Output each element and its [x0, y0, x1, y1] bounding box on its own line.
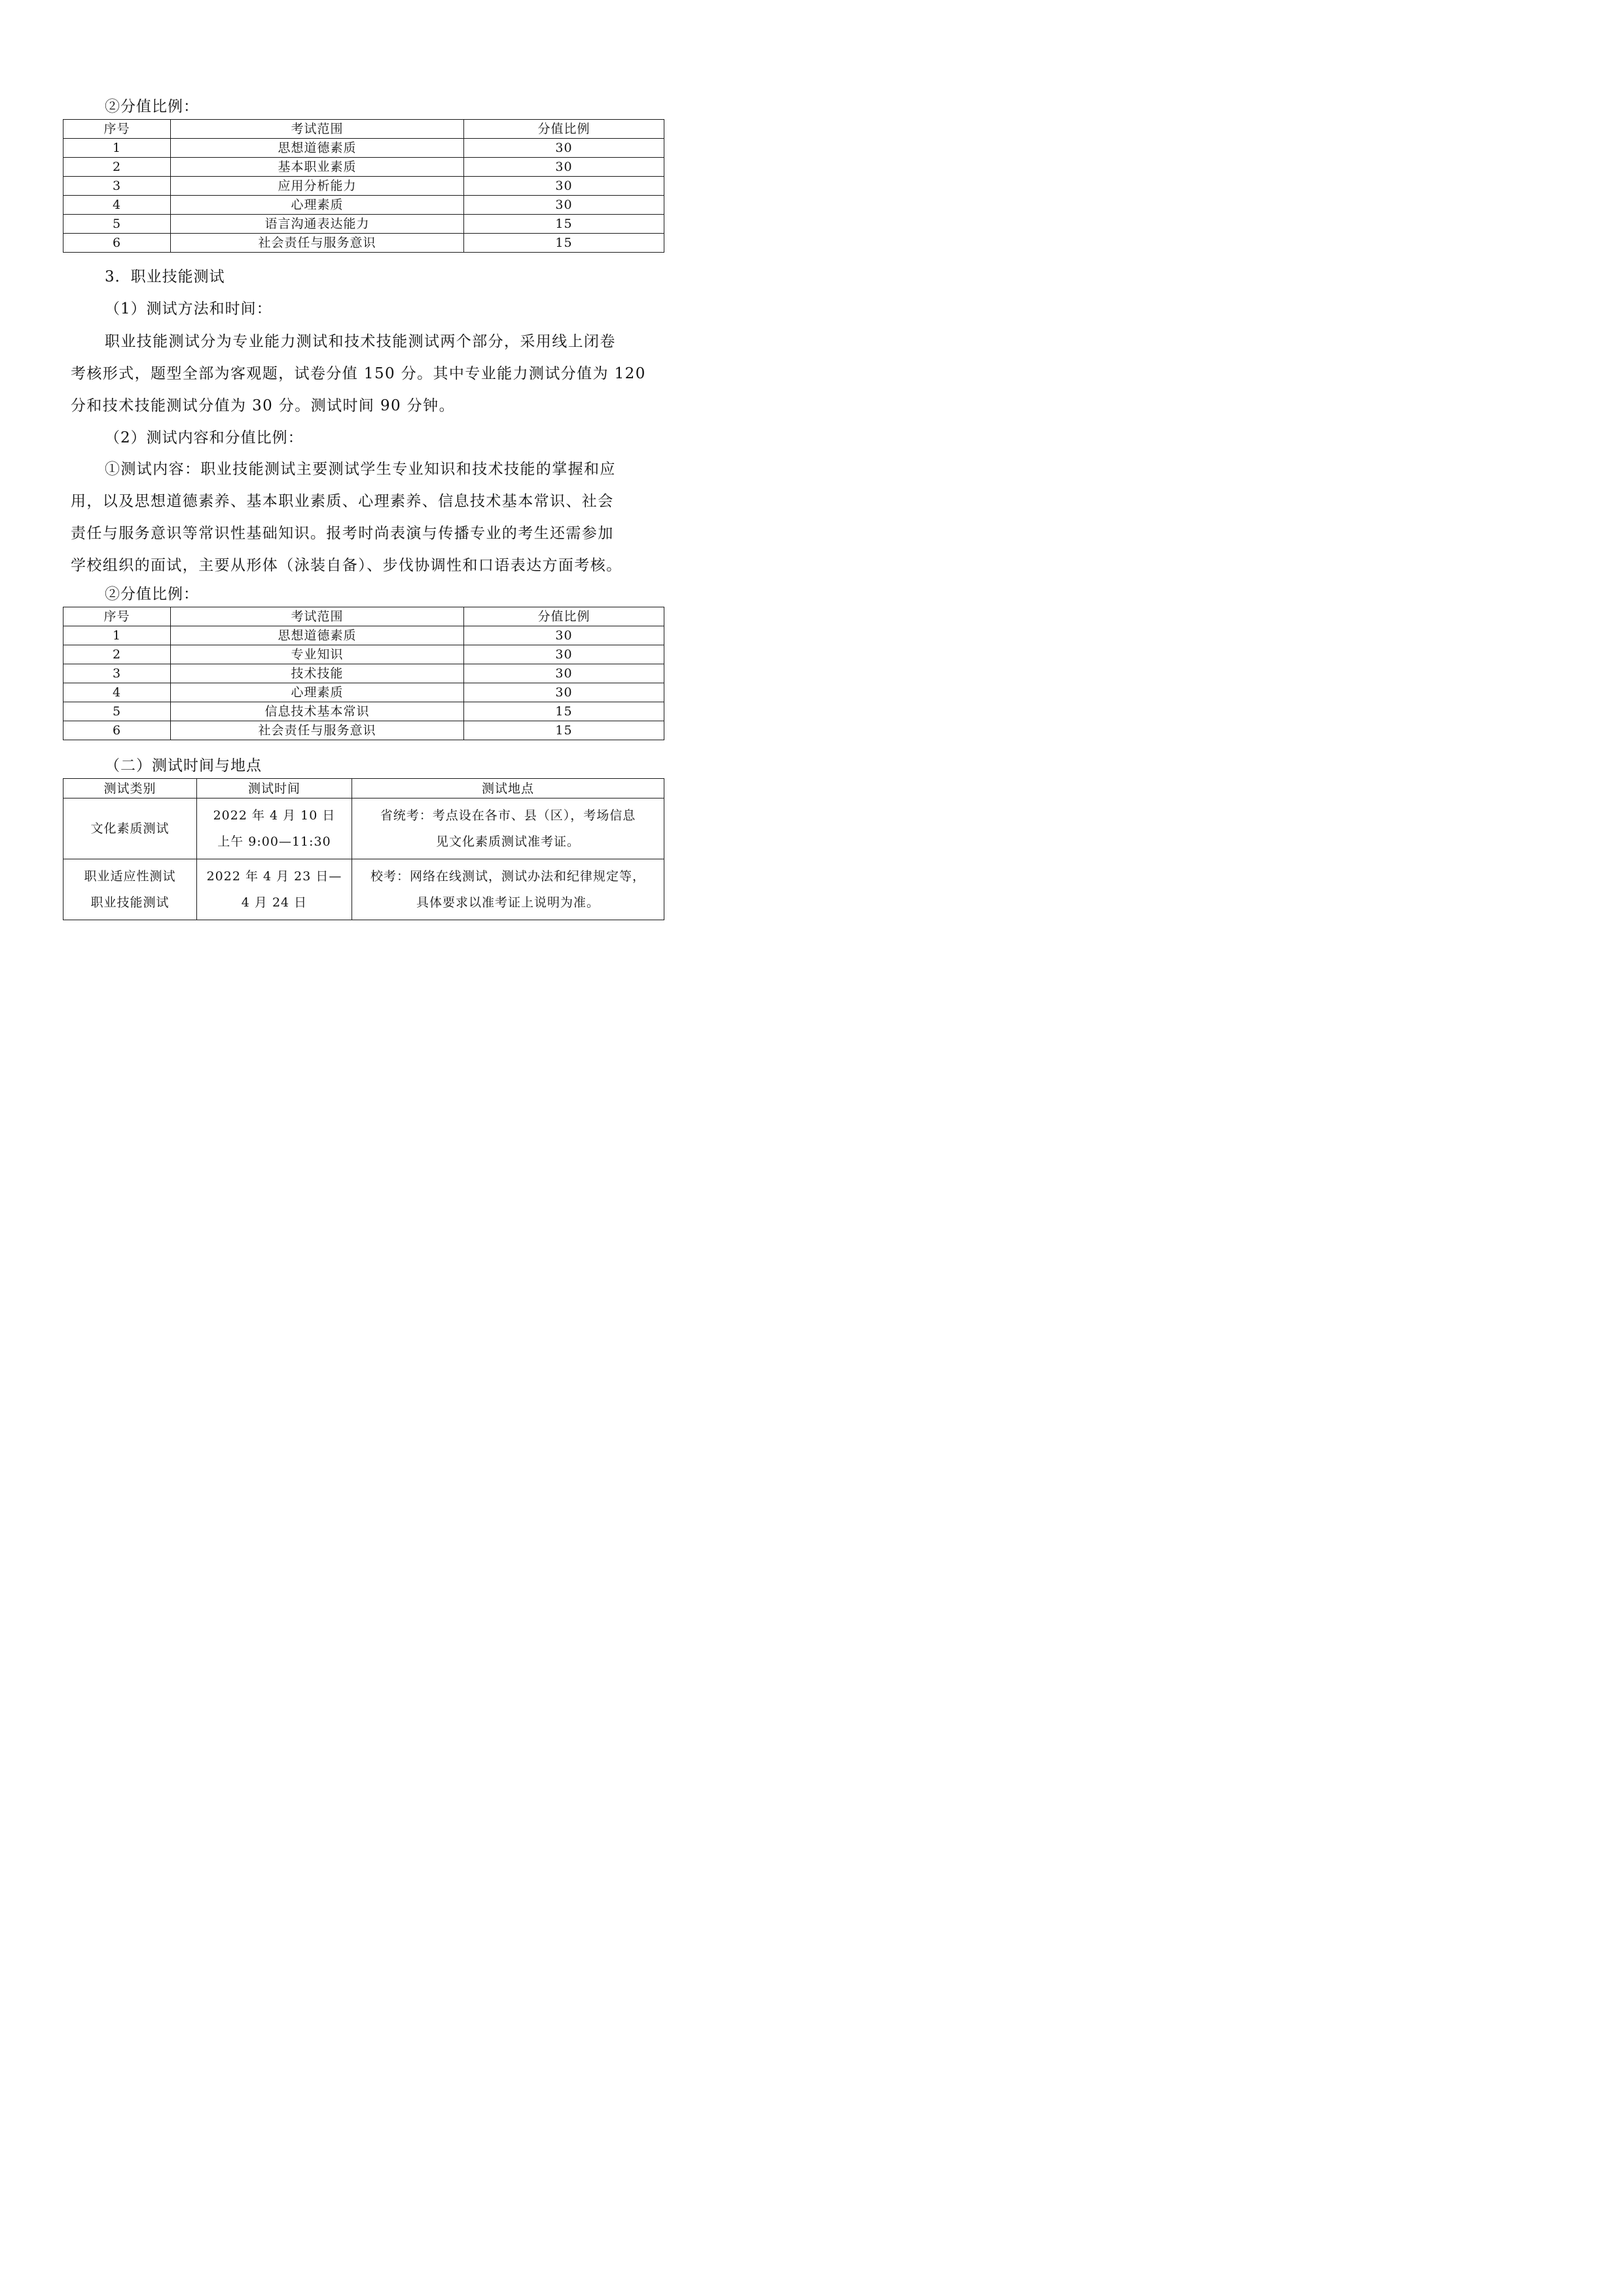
subheading-content-ratio: （2）测试内容和分值比例：: [105, 429, 304, 446]
ratio-heading-1: ②分值比例：: [105, 98, 199, 115]
time-line: 上午 9:00—11:30: [217, 834, 331, 849]
table-row: [63, 626, 664, 645]
table-cell: 1: [63, 139, 171, 158]
table-cell: 信息技术基本常识: [171, 702, 464, 721]
table-cell: 2: [63, 158, 171, 177]
score-table-2: [63, 607, 664, 740]
header-cell: 序号: [63, 607, 171, 626]
table-cell: 5: [63, 215, 171, 234]
table-row: [63, 798, 664, 859]
paragraph-line: ①测试内容：职业技能测试主要测试学生专业知识和技术技能的掌握和应: [105, 461, 616, 478]
header-cell: 测试地点: [352, 779, 664, 798]
table-header-row: [63, 607, 664, 626]
table-row: [63, 158, 664, 177]
table-row: [63, 215, 664, 234]
header-cell: 考试范围: [171, 120, 464, 139]
category-text: 职业技能测试: [90, 895, 170, 910]
table-cell: 3: [63, 177, 171, 196]
section-heading-time-place: （二）测试时间与地点: [105, 757, 262, 774]
time-line: 2022 年 4 月 10 日: [213, 808, 336, 823]
table-row: [63, 683, 664, 702]
table-cell: 技术技能: [171, 664, 464, 683]
table-cell: 心理素质: [171, 683, 464, 702]
table-cell: 3: [63, 664, 171, 683]
category-text: 职业适应性测试: [84, 869, 176, 884]
table-cell: 15: [464, 215, 664, 234]
section-heading-skills-test: 3．职业技能测试: [105, 268, 225, 285]
table-cell: 30: [464, 158, 664, 177]
table-cell: 5: [63, 702, 171, 721]
table-cell: 2: [63, 645, 171, 664]
time-cell: [197, 859, 352, 920]
table-cell: 1: [63, 626, 171, 645]
category-cell: [63, 798, 197, 859]
table-cell: 4: [63, 683, 171, 702]
header-cell: 分值比例: [464, 607, 664, 626]
table-cell: 心理素质: [171, 196, 464, 215]
place-line: 校考：网络在线测试，测试办法和纪律规定等，: [370, 869, 645, 884]
place-line: 具体要求以准考证上说明为准。: [416, 895, 600, 910]
schedule-table: [63, 778, 664, 920]
time-line: 4 月 24 日: [241, 895, 308, 910]
time-cell: [197, 798, 352, 859]
header-cell: 分值比例: [464, 120, 664, 139]
table-cell: 30: [464, 683, 664, 702]
table-row: [63, 702, 664, 721]
table-cell: 语言沟通表达能力: [171, 215, 464, 234]
table-cell: 30: [464, 626, 664, 645]
table-cell: 专业知识: [171, 645, 464, 664]
table-row: [63, 721, 664, 740]
header-cell: 序号: [63, 120, 171, 139]
table-cell: 社会责任与服务意识: [171, 721, 464, 740]
paragraph-line: 责任与服务意识等常识性基础知识。报考时尚表演与传播专业的考生还需参加: [71, 525, 614, 542]
table-cell: 30: [464, 645, 664, 664]
table-cell: 6: [63, 234, 171, 253]
place-line: 省统考：考点设在各市、县（区），考场信息: [380, 808, 636, 823]
header-cell: 测试时间: [197, 779, 352, 798]
table-cell: 6: [63, 721, 171, 740]
table-row: [63, 177, 664, 196]
header-cell: 测试类别: [63, 779, 197, 798]
table-row: [63, 139, 664, 158]
category-cell: [63, 859, 197, 920]
table-row: [63, 234, 664, 253]
table-row: [63, 859, 664, 920]
header-cell: 考试范围: [171, 607, 464, 626]
paragraph-line: 考核形式，题型全部为客观题，试卷分值 150 分。其中专业能力测试分值为 120: [71, 365, 646, 382]
subheading-method-time: （1）测试方法和时间：: [105, 300, 272, 317]
table-cell: 应用分析能力: [171, 177, 464, 196]
table-cell: 基本职业素质: [171, 158, 464, 177]
time-line: 2022 年 4 月 23 日—: [206, 869, 342, 884]
table-row: [63, 196, 664, 215]
table-cell: 4: [63, 196, 171, 215]
table-header-row: [63, 779, 664, 798]
table-cell: 30: [464, 177, 664, 196]
ratio-heading-2: ②分值比例：: [105, 586, 199, 603]
table-cell: 30: [464, 139, 664, 158]
score-table-1: [63, 119, 664, 253]
table-cell: 思想道德素质: [171, 139, 464, 158]
table-cell: 15: [464, 721, 664, 740]
table-cell: 社会责任与服务意识: [171, 234, 464, 253]
paragraph-line: 学校组织的面试，主要从形体（泳装自备）、步伐协调性和口语表达方面考核。: [71, 557, 623, 574]
place-cell: [352, 798, 664, 859]
table-header-row: [63, 120, 664, 139]
table-row: [63, 664, 664, 683]
place-cell: [352, 859, 664, 920]
table-cell: 30: [464, 196, 664, 215]
paragraph-line: 用，以及思想道德素养、基本职业素质、心理素养、信息技术基本常识、社会: [71, 493, 614, 510]
category-text: 文化素质测试: [90, 821, 170, 836]
table-row: [63, 645, 664, 664]
place-line: 见文化素质测试准考证。: [435, 834, 580, 849]
table-cell: 思想道德素质: [171, 626, 464, 645]
table-cell: 15: [464, 234, 664, 253]
table-cell: 15: [464, 702, 664, 721]
paragraph-line: 职业技能测试分为专业能力测试和技术技能测试两个部分，采用线上闭卷: [105, 333, 616, 350]
paragraph-line: 分和技术技能测试分值为 30 分。测试时间 90 分钟。: [71, 397, 455, 414]
table-cell: 30: [464, 664, 664, 683]
